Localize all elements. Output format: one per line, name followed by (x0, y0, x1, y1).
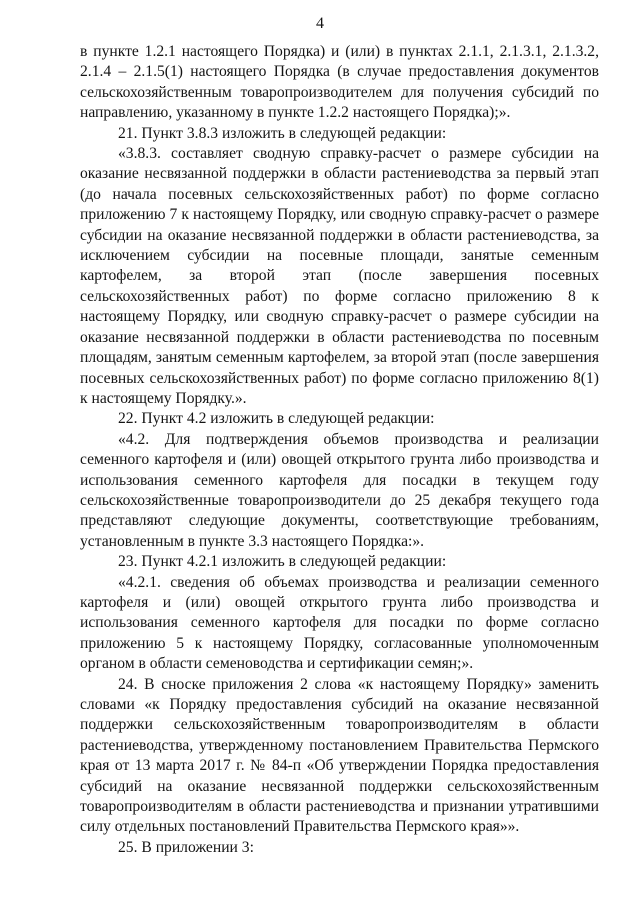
paragraph-item-24: 24. В сноске приложения 2 слова «к настоящему Порядку» заменить словами «к Порядку предоставления субсидий на оказание несвязанной поддержки сельскохозяйственным товаропроизводителям в области растениеводства, утвержденному постановлением Правительства Пермского края от 13 марта 2017 г. № 84-п «Об утверждении Порядка предоставления субсидий на оказание несвязанной поддержки сельскохозяйственным товаропроизводителям в области растениеводства и признании утратившими силу отдельных постановлений Правительства Пермского края»». (80, 675, 599, 836)
paragraph-item-23: 23. Пункт 4.2.1 изложить в следующей редакции: (118, 553, 447, 571)
paragraph-quote-4-2: «4.2. Для подтверждения объемов производства и реализации семенного картофеля и (или) овощей открытого грунта либо производства и использования семенного картофеля для посадки в текущем году сельскохозяйственные товаропроизводители до 25 декабря текущего года представляют следующие документы, соответствующие требованиям, установленным в пункте 3.3 настоящего Порядка:». (80, 430, 599, 550)
paragraph-item-21: 21. Пункт 3.8.3 изложить в следующей редакции: (118, 124, 447, 142)
paragraph-continuation: в пункте 1.2.1 настоящего Порядка) и (или) в пунктах 2.1.1, 2.1.3.1, 2.1.3.2, 2.1.4 – 2.1.5(1) настоящего Порядка (в случае предоставления документов сельскохозяйственным товаропроизводителем для получения субсидий по направлению, указанному в пункте 1.2.2 настоящего Порядка);». (80, 43, 599, 122)
paragraph-item-25: 25. В приложении 3: (118, 838, 254, 856)
paragraph-quote-3-8-3: «3.8.3. составляет сводную справку-расчет о размере субсидии на оказание несвязанной поддержки в области растениеводства за первый этап (до начала посевных сельскохозяйственных работ) по форме согласно приложению 7 к настоящему Порядку, или сводную справку-расчет о размере субсидии на оказание несвязанной поддержки в области растениеводства, за исключением субсидии на посевные площади, занятые семенным картофелем, за второй этап (после завершения посевных сельскохозяйственных работ) по форме согласно приложению 8 к настоящему Порядку, или сводную справку-расчет о размере субсидии на оказание несвязанной поддержки в области растениеводства по посевным площадям, занятым семенным картофелем, за второй этап (после завершения посевных сельскохозяйственных работ) по форме согласно приложению 8(1) к настоящему Порядку.». (80, 145, 599, 407)
paragraph-quote-4-2-1: «4.2.1. сведения об объемах производства и реализации семенного картофеля и (или) овощей открытого грунта либо производства и использования семенного картофеля для посадки по форме согласно приложению 5 к настоящему Порядку, согласованные уполномоченным органом в области семеноводства и сертификации семян;». (80, 573, 599, 673)
page-number: 4 (316, 15, 324, 32)
paragraph-item-22: 22. Пункт 4.2 изложить в следующей редакции: (118, 410, 435, 428)
document-body (80, 42, 599, 858)
